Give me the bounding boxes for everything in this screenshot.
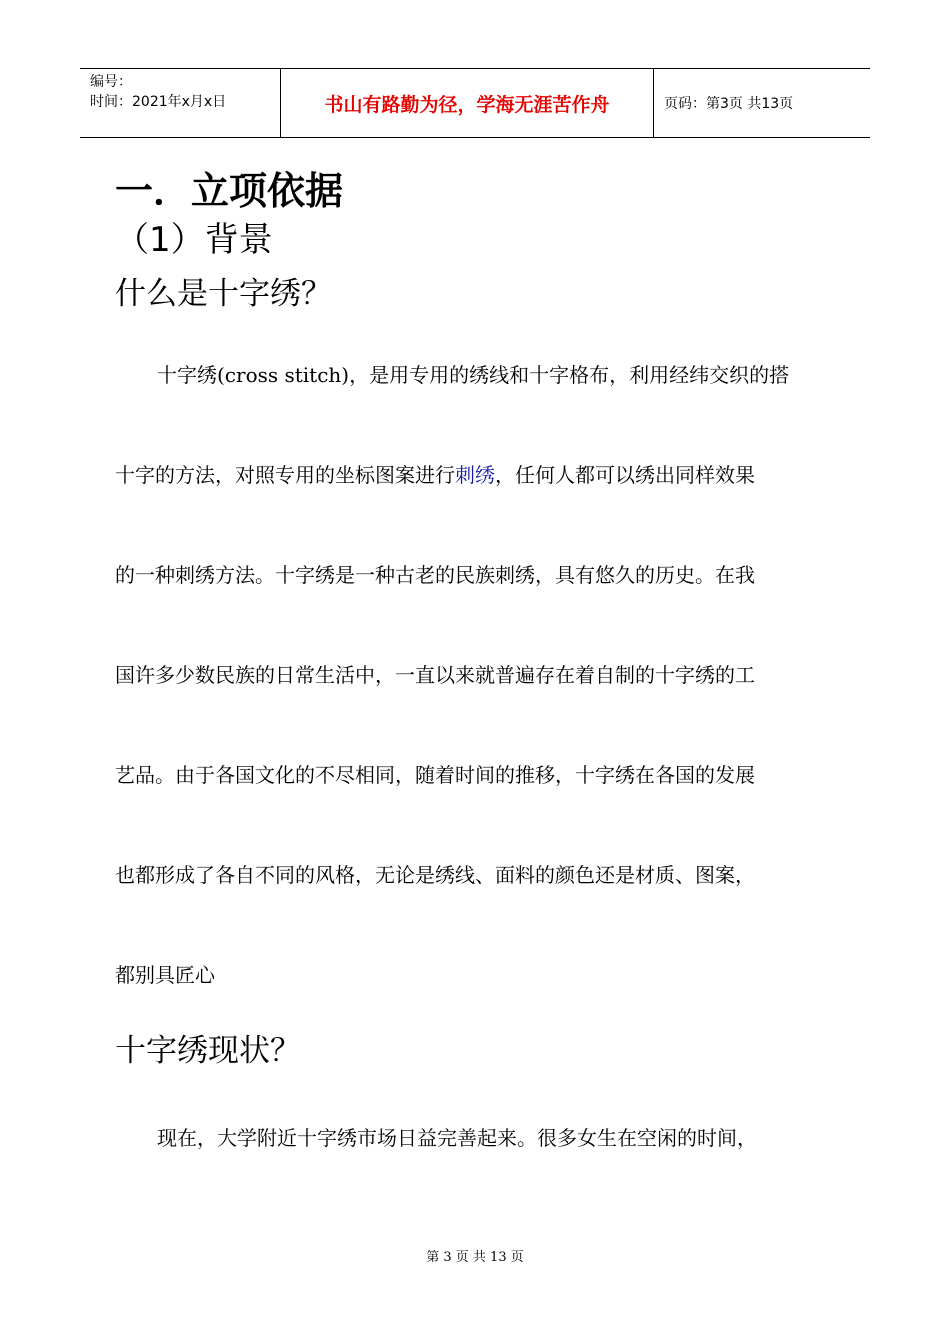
question-heading-status: 十字绣现状？: [115, 1033, 301, 1069]
motto-cell: [280, 69, 654, 137]
paragraph-status: [115, 1088, 837, 1188]
page-info-text: 页码：第3页 共13页: [664, 96, 794, 112]
time-label: 时间：2021年x月x日: [90, 94, 227, 110]
section-heading: 一．立项依据: [115, 169, 344, 213]
paragraph-line: 十字绣(cross stitch)，是用专用的绣线和十字格布，利用经纬交织的搭: [157, 363, 790, 387]
paragraph-line: 艺品。由于各国文化的不尽相同，随着时间的推移，十字绣在各国的发展: [115, 763, 755, 787]
paragraph-intro: [115, 325, 837, 1025]
question-heading-what: 什么是十字绣？: [115, 276, 332, 312]
embroidery-link[interactable]: 刺绣: [455, 463, 495, 487]
paragraph-line: 现在，大学附近十字绣市场日益完善起来。很多女生在空闲的时间，: [157, 1126, 757, 1150]
paragraph-line: 也都形成了各自不同的风格，无论是绣线、面料的颜色还是材质、图案，: [115, 863, 755, 887]
header-left-cell: [80, 69, 280, 137]
header-table: [80, 68, 870, 138]
paragraph-line: 都别具匠心: [115, 963, 215, 987]
motto-text: 书山有路勤为径，学海无涯苦作舟: [324, 93, 610, 116]
text-segment: ，任何人都可以绣出同样效果: [495, 463, 755, 487]
page-info-cell: [654, 69, 870, 137]
paragraph-line: [115, 425, 837, 525]
paragraph-line: 的一种刺绣方法。十字绣是一种古老的民族刺绣，具有悠久的历史。在我: [115, 563, 755, 587]
paragraph-line: 国许多少数民族的日常生活中，一直以来就普遍存在着自制的十字绣的工: [115, 663, 755, 687]
text-segment: 十字的方法，对照专用的坐标图案进行: [115, 463, 455, 487]
subsection-heading: （1）背景: [115, 220, 273, 260]
number-label: 编号：: [90, 74, 132, 90]
page-footer: 第 3 页 共 13 页: [426, 1250, 524, 1265]
